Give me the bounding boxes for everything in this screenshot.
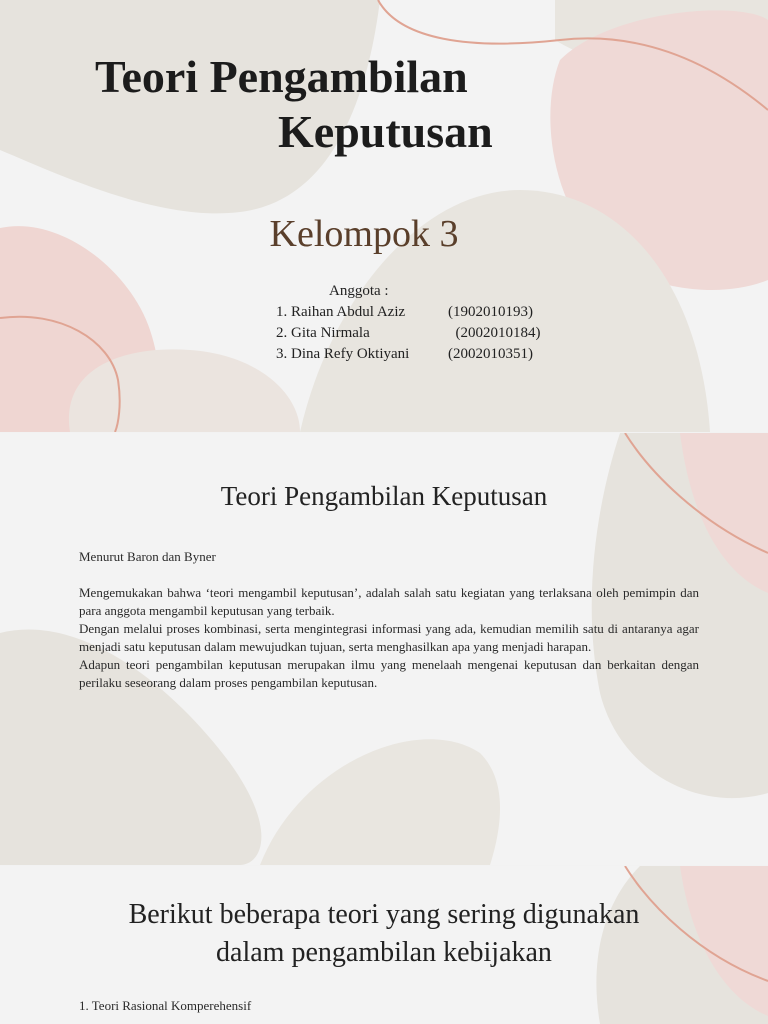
section-title-line-1: Berikut beberapa teori yang sering digunakan <box>128 899 640 930</box>
title-line-2: Keputusan <box>278 106 493 157</box>
member-row <box>276 302 541 323</box>
list-item: 1. Teori Rasional Komperehensif <box>79 998 252 1013</box>
member-row <box>276 344 541 365</box>
section-title: Teori Pengambilan Keputusan <box>220 481 548 511</box>
members-label: Anggota : <box>329 283 389 299</box>
member-id: (2002010351) <box>448 346 533 362</box>
source-line: Menurut Baron dan Byner <box>79 549 216 564</box>
section-body <box>79 548 699 692</box>
paragraph: Mengemukakan bahwa ‘teori mengambil keputusan’, adalah salah satu kegiatan yang terlaksana oleh pemimpin dan para anggota mengambil keputusan yang terbaik. <box>79 585 699 618</box>
slide-1 <box>0 0 768 432</box>
slide-2 <box>0 433 768 865</box>
member-id: (2002010184) <box>448 325 541 341</box>
section-title-line-2: dalam pengambilan kebijakan <box>216 937 552 968</box>
paragraph: Adapun teori pengambilan keputusan merupakan ilmu yang menelaah mengenai keputusan dan berkaitan dengan perilaku seseorang dalam proses pengambilan keputusan. <box>79 657 699 690</box>
member-name: 2. Gita Nirmala <box>276 325 370 341</box>
member-id: (1902010193) <box>448 304 533 320</box>
title-line-1: Teori Pengambilan <box>95 51 468 102</box>
paragraph: Dengan melalui proses kombinasi, serta mengintegrasi informasi yang ada, kemudian memilih satu di antaranya agar menjadi satu keputusan dalam mewujudkan tujuan, serta menghasilkan apa yang menjadi harapan. <box>79 621 699 654</box>
member-list <box>276 281 541 365</box>
group-subtitle: Kelompok 3 <box>269 213 459 255</box>
member-name: 1. Raihan Abdul Aziz <box>276 304 406 320</box>
member-name: 3. Dina Refy Oktiyani <box>276 346 410 362</box>
slide-3 <box>0 866 768 1024</box>
member-row <box>276 323 541 344</box>
section-title <box>0 896 768 972</box>
